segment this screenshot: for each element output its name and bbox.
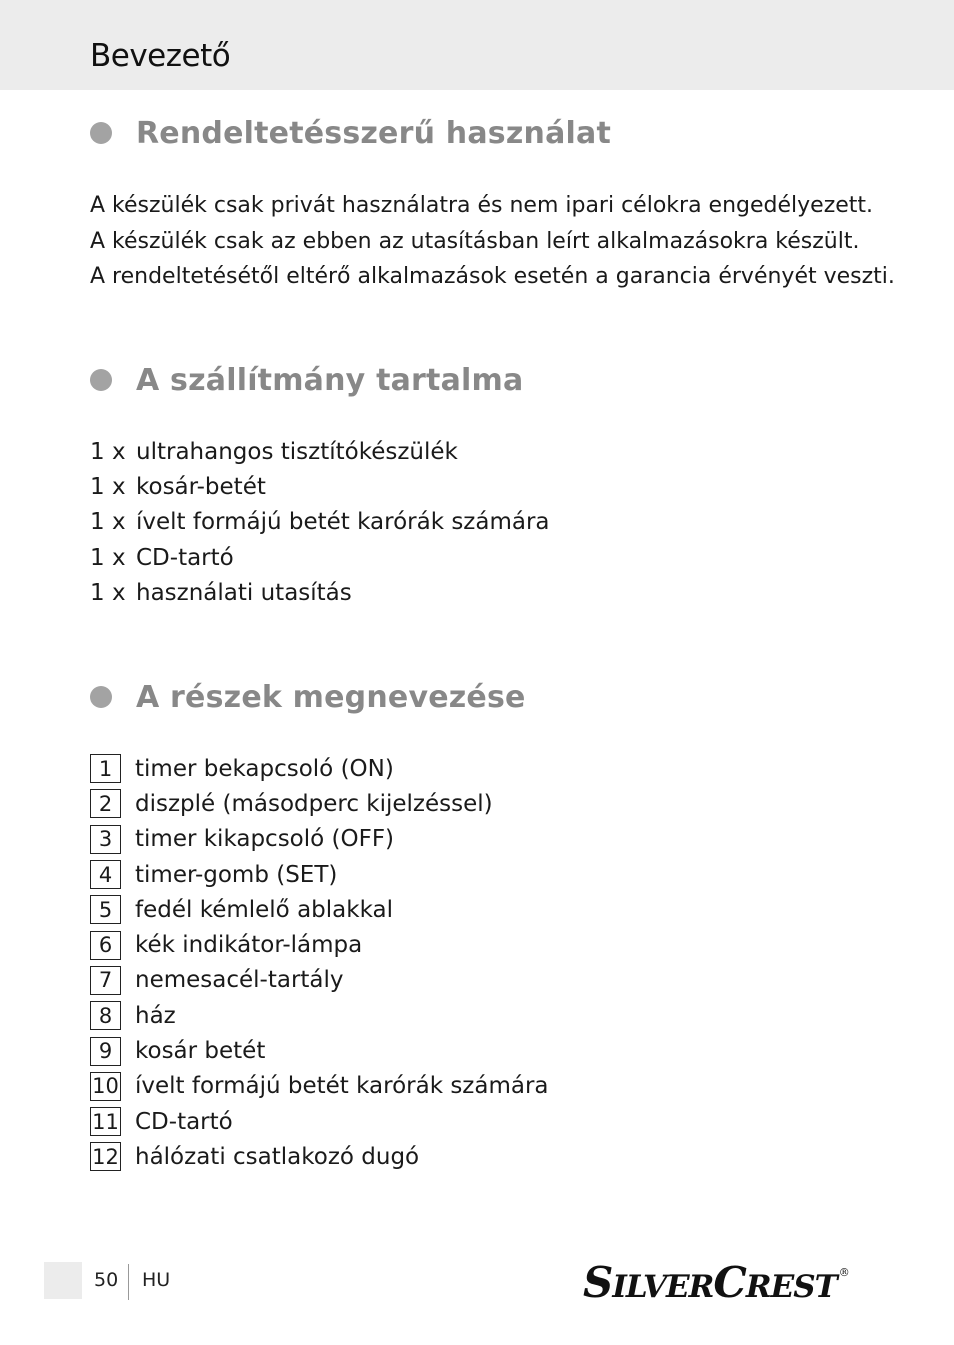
section-heading-parts <box>90 677 526 717</box>
package-contents-list <box>90 434 550 610</box>
footer-divider <box>128 1264 129 1300</box>
paragraph-line: A készülék csak privát használatra és nem ipari célokra engedélyezett. <box>90 193 874 218</box>
list-item <box>90 892 549 927</box>
intended-use-paragraph <box>90 188 895 295</box>
footer-marker <box>44 1262 82 1299</box>
logo-initial: S <box>583 1258 613 1307</box>
part-number-box: 7 <box>90 966 121 995</box>
part-number-box: 5 <box>90 895 121 924</box>
list-item <box>90 857 549 892</box>
bullet-icon <box>90 686 112 708</box>
part-label: kék indikátor-lámpa <box>135 932 363 959</box>
item-label: használati utasítás <box>136 579 352 606</box>
list-item <box>90 927 549 962</box>
item-quantity: 1 x <box>90 509 126 536</box>
part-label: timer kikapcsoló (OFF) <box>135 826 395 853</box>
part-label: hálózati csatlakozó dugó <box>135 1143 420 1170</box>
logo-text: REST <box>745 1269 837 1305</box>
list-item <box>90 963 549 998</box>
list-item <box>90 1069 549 1104</box>
part-label: timer-gomb (SET) <box>135 861 338 888</box>
logo-text: ILVER <box>612 1269 714 1305</box>
section-heading-intended-use <box>90 113 611 153</box>
item-quantity: 1 x <box>90 544 126 571</box>
list-item <box>90 540 550 575</box>
part-number-box: 8 <box>90 1001 121 1030</box>
item-quantity: 1 x <box>90 473 126 500</box>
part-label: nemesacél-tartály <box>135 967 344 994</box>
list-item <box>90 1139 549 1174</box>
list-item <box>90 1104 549 1139</box>
item-label: ultrahangos tisztítókészülék <box>136 438 458 465</box>
bullet-icon <box>90 369 112 391</box>
item-label: CD-tartó <box>136 544 234 571</box>
item-quantity: 1 x <box>90 438 126 465</box>
list-item <box>90 751 549 786</box>
part-label: ívelt formájú betét karórák számára <box>135 1073 549 1100</box>
item-label: kosár-betét <box>136 473 266 500</box>
list-item <box>90 822 549 857</box>
part-number-box: 3 <box>90 825 121 854</box>
part-number-box: 6 <box>90 931 121 960</box>
list-item <box>90 786 549 821</box>
language-code: HU <box>142 1269 171 1291</box>
list-item <box>90 469 550 504</box>
section-heading-package-contents <box>90 360 523 400</box>
part-label: kosár betét <box>135 1038 266 1065</box>
list-item <box>90 434 550 469</box>
page-title: Bevezető <box>90 38 231 74</box>
part-number-box: 1 <box>90 754 121 783</box>
part-number-box: 2 <box>90 789 121 818</box>
part-number-box: 12 <box>90 1142 121 1171</box>
paragraph-line: A rendeltetésétől eltérő alkalmazások esetén a garancia érvényét veszti. <box>90 264 895 289</box>
section-heading-text: A szállítmány tartalma <box>136 362 524 398</box>
part-label: diszplé (másodperc kijelzéssel) <box>135 790 493 817</box>
logo-initial: C <box>713 1258 746 1307</box>
brand-logo <box>583 1258 849 1307</box>
list-item <box>90 1033 549 1068</box>
part-label: timer bekapcsoló (ON) <box>135 755 394 782</box>
part-label: ház <box>135 1002 176 1029</box>
list-item <box>90 998 549 1033</box>
section-heading-text: A részek megnevezése <box>136 679 526 715</box>
list-item <box>90 575 550 610</box>
paragraph-line: A készülék csak az ebben az utasításban leírt alkalmazásokra készült. <box>90 228 860 254</box>
page-number: 50 <box>94 1269 119 1291</box>
part-label: CD-tartó <box>135 1108 233 1135</box>
bullet-icon <box>90 122 112 144</box>
list-item <box>90 505 550 540</box>
part-number-box: 9 <box>90 1037 121 1066</box>
part-number-box: 10 <box>90 1072 121 1101</box>
part-label: fedél kémlelő ablakkal <box>135 896 393 923</box>
part-number-box: 11 <box>90 1107 121 1136</box>
item-label: ívelt formájú betét karórák számára <box>136 509 550 536</box>
item-quantity: 1 x <box>90 579 126 606</box>
registered-mark: ® <box>838 1266 849 1279</box>
part-number-box: 4 <box>90 860 121 889</box>
section-heading-text: Rendeltetésszerű használat <box>136 115 611 151</box>
parts-list <box>90 751 549 1175</box>
